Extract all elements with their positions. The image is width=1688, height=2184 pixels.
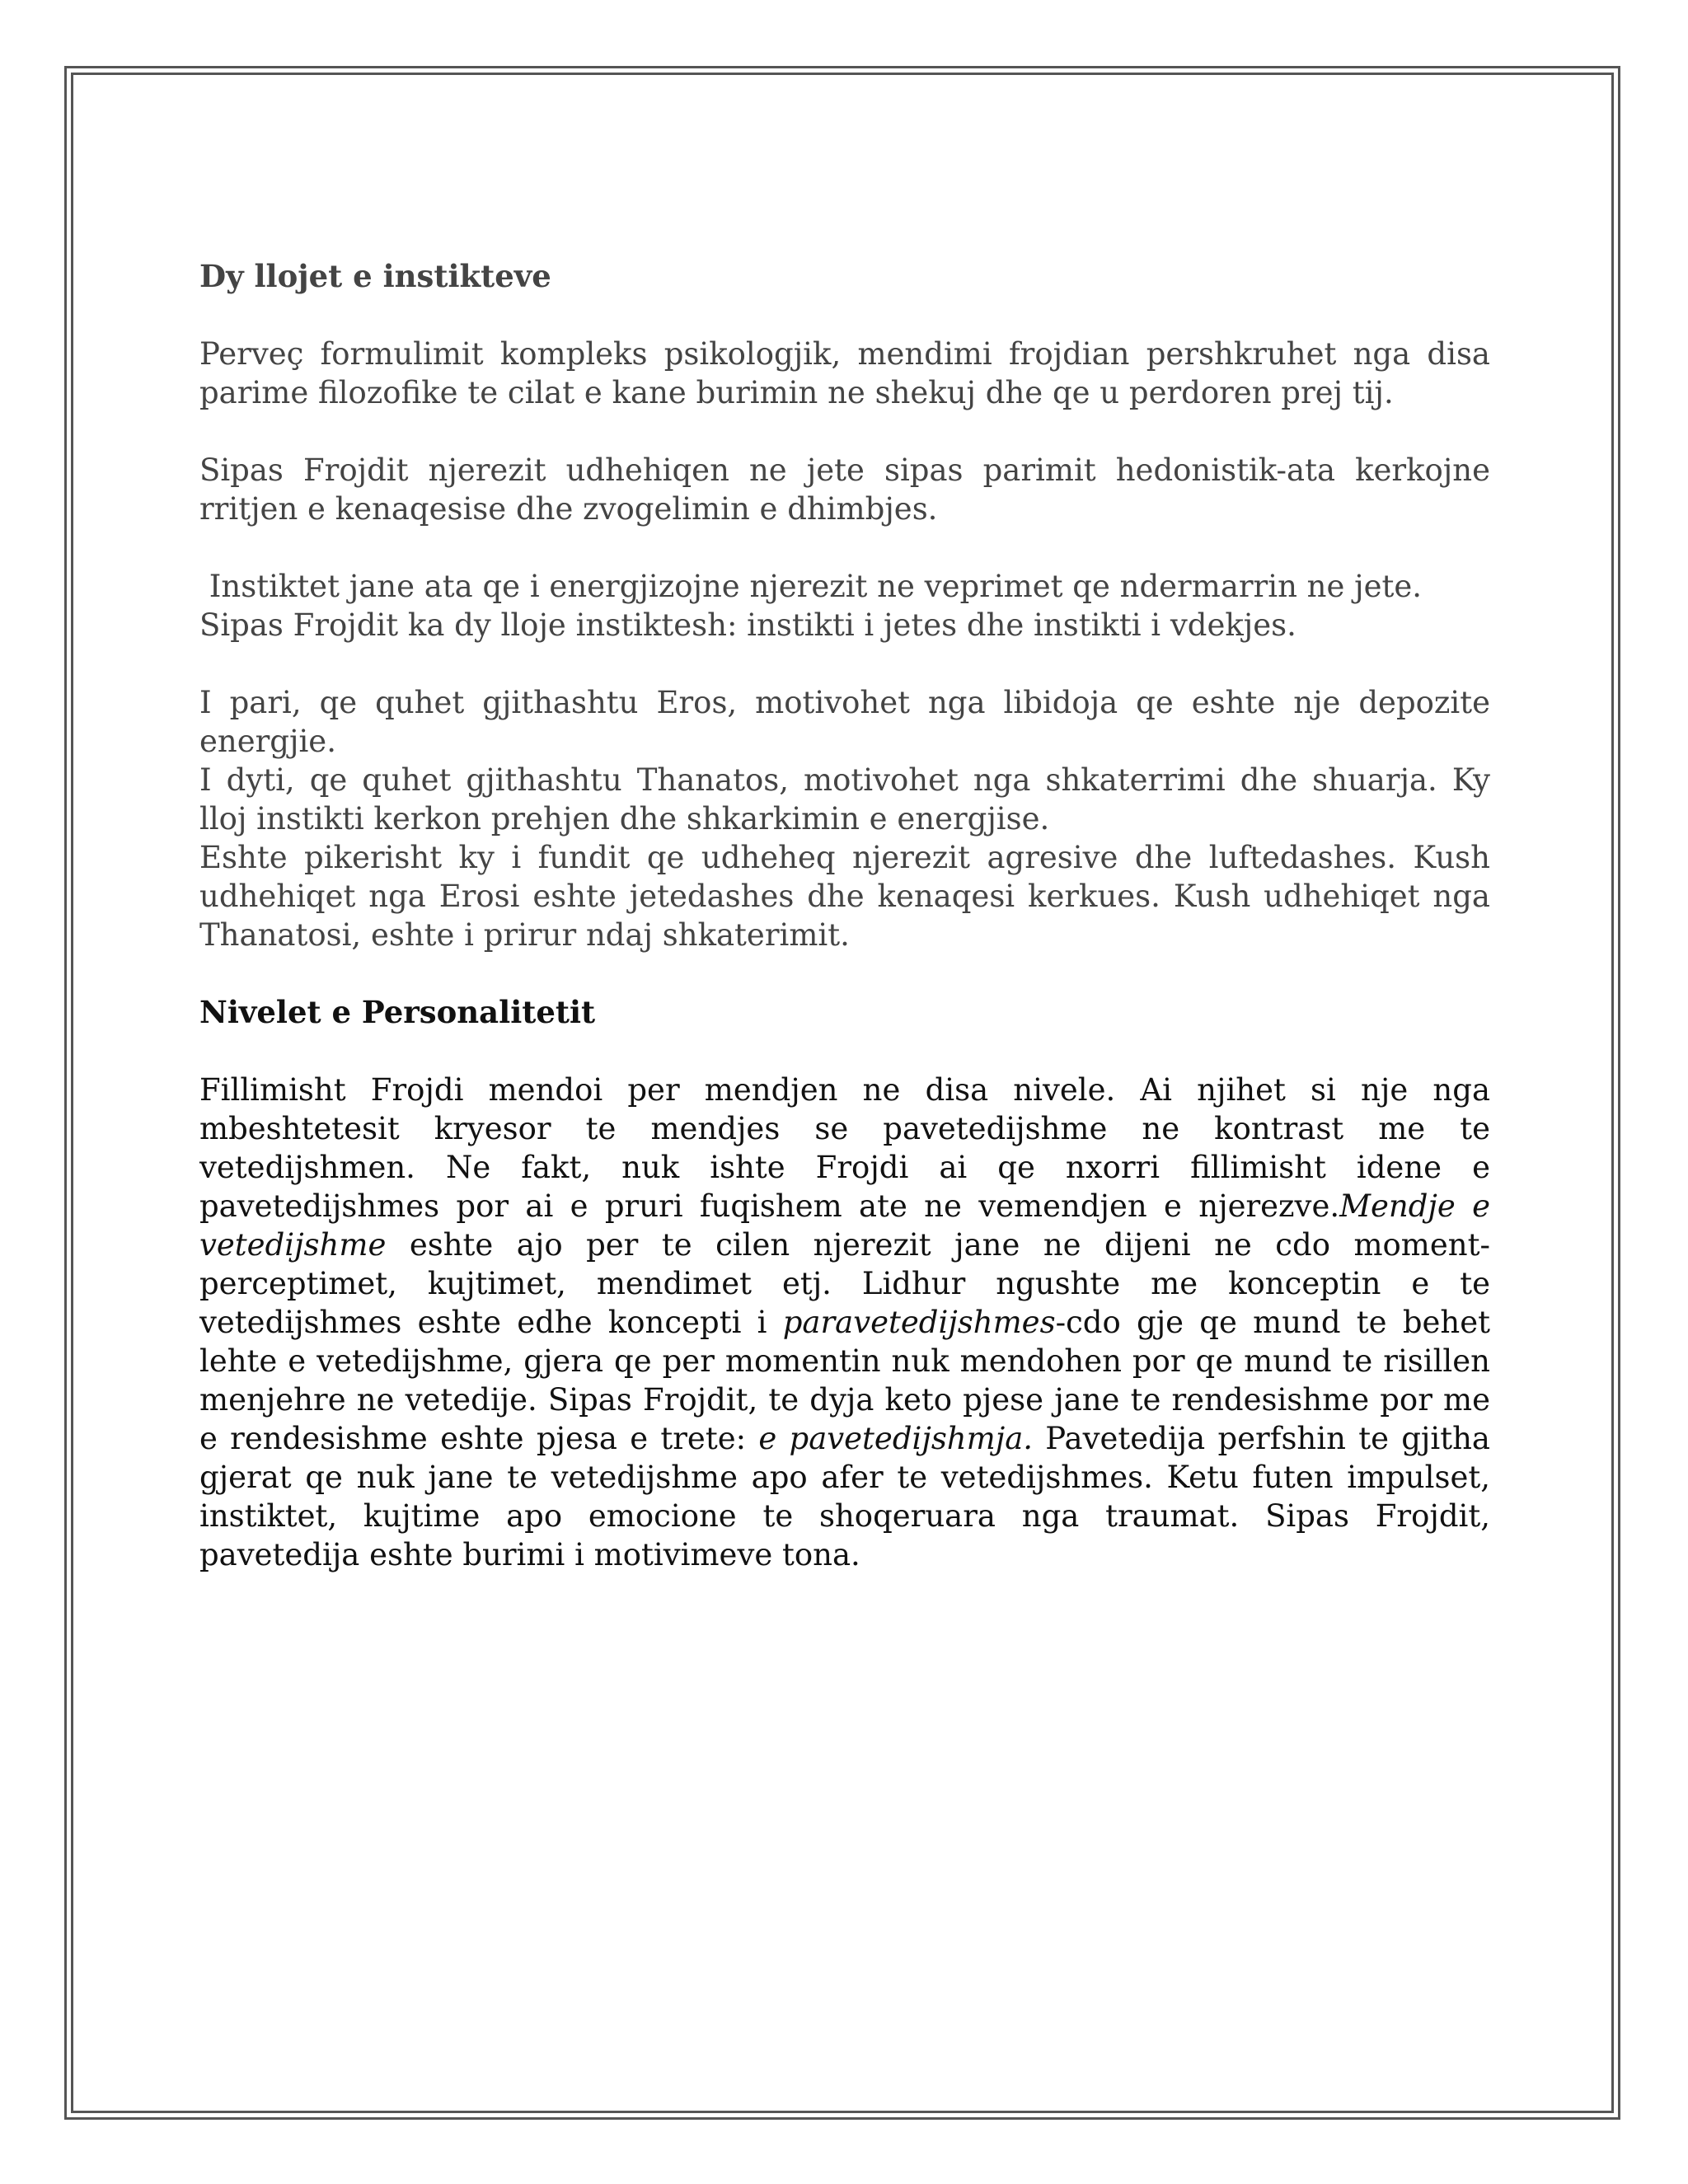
section-instincts bbox=[199, 257, 1490, 954]
italic-term: e pavetedijshmja. bbox=[758, 1421, 1034, 1456]
paragraph-line: Sipas Frojdit ka dy lloje instiktesh: instikti i jetes dhe instikti i vdekjes. bbox=[199, 607, 1296, 643]
paragraph-text: Pavetedija perfshin te gjitha gjerat qe nuk jane te vetedijshme apo afer te vetedijshmes. Ketu futen impulset, instiktet, kujtime apo emocione te shoqeruara nga traumat. Sipas Frojdit, pavetedija eshte burimi i motivimeve tona. bbox=[199, 1421, 1490, 1572]
paragraph-text: eshte ajo per te cilen njerezit jane ne dijeni ne cdo moment-perceptimet, kujtimet, mendimet etj. Lidhur ngushte me konceptin e te vetedijshmes eshte edhe koncepti i bbox=[199, 1227, 1490, 1340]
paragraph: I pari, qe quhet gjithashtu Eros, motivohet nga libidoja qe eshte nje depozite energjie. bbox=[199, 685, 1490, 759]
paragraph: Perveç formulimit kompleks psikologjik, mendimi frojdian pershkruhet nga disa parime filozofike te cilat e kane burimin ne shekuj dhe qe u perdoren prej tij. bbox=[199, 336, 1490, 410]
document-body bbox=[199, 257, 1490, 1613]
paragraph: Sipas Frojdit njerezit udhehiqen ne jete sipas parimit hedonistik-ata kerkojne rritjen e kenaqesise dhe zvogelimin e dhimbjes. bbox=[199, 452, 1490, 527]
paragraph: Eshte pikerisht ky i fundit qe udheheq njerezit agresive dhe luftedashes. Kush udhehiqet nga Erosi eshte jetedashes dhe kenaqesi kerkues. Kush udhehiqet nga Thanatosi, eshte i prirur ndaj shkaterimit. bbox=[199, 840, 1490, 953]
paragraph-line: Instiktet jane ata qe i energjizojne njerezit ne veprimet qe ndermarrin ne jete. bbox=[199, 569, 1423, 604]
section-heading: Nivelet e Personalitetit bbox=[199, 994, 596, 1030]
paragraph-text: -cdo gje qe mund te behet lehte e vetedijshme, gjera qe per momentin nuk mendohen por qe mund te risillen menjehre ne vetedije. Sipas Frojdit, te dyja keto pjese jane te rendesishme por me e rendesishme eshte pjesa e trete: bbox=[199, 1305, 1490, 1456]
paragraph bbox=[199, 1071, 1490, 1574]
paragraph-text: Fillimisht Frojdi mendoi per mendjen ne disa nivele. Ai njihet si nje nga mbeshtetesit kryesor te mendjes se pavetedijshme ne kontrast me te vetedijshmen. Ne fakt, nuk ishte Frojdi ai qe nxorri fillimisht idene e pavetedijshmes por ai e pruri fuqishem ate ne vemendjen e njerezve. bbox=[199, 1072, 1490, 1224]
paragraph: I dyti, qe quhet gjithashtu Thanatos, motivohet nga shkaterrimi dhe shuarja. Ky lloj instikti kerkon prehjen dhe shkarkimin e energjise. bbox=[199, 762, 1490, 837]
italic-term: paravetedijshmes bbox=[782, 1305, 1056, 1340]
section-personality-levels bbox=[199, 993, 1490, 1574]
italic-term: Mendje e vetedijshme bbox=[199, 1188, 1490, 1263]
paragraph bbox=[199, 567, 1490, 644]
section-heading: Dy llojet e instikteve bbox=[199, 258, 551, 294]
